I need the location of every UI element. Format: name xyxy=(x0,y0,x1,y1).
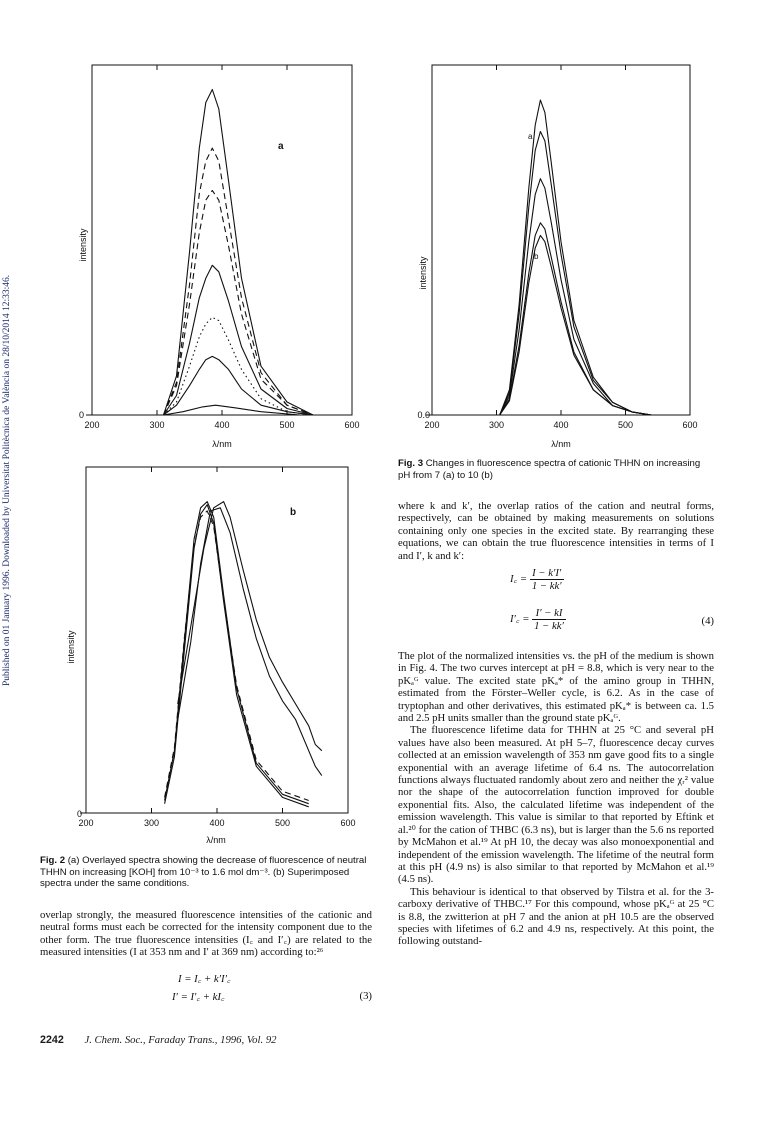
right-paragraph-3: The fluorescence lifetime data for THHN at 25 °C and several pH values have also been measured. At pH 5–7, fluorescence decay curves collected at an emission wavelength of 353 nm gave good fits to a single exponential with an average lifetime of 6.4 ns. The autocorrelation functions always fluctuated randomly about zero and neither the χᵣ² value nor the shape of the autocorrelation function improved for double exponential fits. Also, the calculated lifetime was independent of the emission wavelength. This value is similar to that reported by Eftink et al.²⁰ for the cation of THBC (6.3 ns), but is larger than the 5.6 ns reported by McMahon et al.¹⁹ At pH 10, the decay was also monoexponential and independent of the emission wavelength. The lifetime of the neutral form at this pH (4.9 ns) is also similar to that reported by McMahon et al.¹⁹ (4.5 ns). xyxy=(398,724,714,886)
fig2a-ticks xyxy=(86,65,352,415)
fig3-series-1 xyxy=(500,132,652,416)
fig2b-zero-label: 0 xyxy=(76,809,82,819)
fig2a-x-tick-label-4: 600 xyxy=(344,420,360,430)
equation-4-lhs2: I′꜀ = xyxy=(510,612,530,625)
fig3-caption-text: Changes in fluorescence spectra of cationic THHN on increasing pH from 7 (a) to 10 (b) xyxy=(398,458,701,481)
fig2b-tick-labels xyxy=(78,818,355,828)
equation-4-den2: 1 − kk′ xyxy=(534,620,564,632)
equation-4 xyxy=(398,567,714,645)
fig3-series-2 xyxy=(500,179,652,415)
page-footer xyxy=(40,1034,277,1046)
fig3-x-tick-label-4: 600 xyxy=(682,420,698,430)
equation-4-den1: 1 − kk′ xyxy=(531,580,562,592)
fig3-ylabel: intensity xyxy=(418,256,428,290)
fig2a-series-4 xyxy=(164,317,314,415)
equation-3-number: (3) xyxy=(359,990,372,1002)
fig3-ticks xyxy=(426,65,690,415)
fig2a-x-tick-label-1: 300 xyxy=(149,420,165,430)
fig2b-x-tick-label-0: 200 xyxy=(78,818,94,828)
fig2a-x-tick-label-3: 500 xyxy=(279,420,295,430)
fig3-caption xyxy=(398,458,714,481)
fig3-label-b: b xyxy=(534,252,539,261)
fig3-zero-label: 0.0 xyxy=(417,410,430,420)
fig2b-panel-label: b xyxy=(290,507,297,518)
fig3-x-tick-label-1: 300 xyxy=(488,420,505,430)
fig2a-x-tick-label-2: 400 xyxy=(214,420,230,430)
fig2a-xlabel: λ/nm xyxy=(212,439,232,449)
fig2b-x-tick-label-4: 600 xyxy=(340,818,356,828)
equation-4-num2: I′ − kI xyxy=(532,607,566,620)
fig2b-series-3 xyxy=(178,502,322,751)
fig2a-zero-label: 0 xyxy=(78,410,84,420)
fig3-series-3 xyxy=(500,223,652,415)
fig3-label-a: a xyxy=(528,132,533,141)
fig3-x-tick-label-2: 400 xyxy=(553,420,569,430)
fig2b-ylabel: intensity xyxy=(66,630,76,664)
fig2a-series-0 xyxy=(164,90,314,416)
right-column-para1 xyxy=(398,500,714,562)
fig2b-x-tick-label-3: 500 xyxy=(274,818,291,828)
right-paragraph-4: This behaviour is identical to that observed by Tilstra et al. for the 3-carboxy derivative of THBC.¹⁷ For this compound, whose pKₐᴳ at 25 °C is 8.8, the zwitterion at pH 7 and the anion at pH 10.5 are the observed species with lifetimes of 6.2 and 4.9 ns, respectively. At this point, the following outstand- xyxy=(398,885,714,948)
left-column-text xyxy=(40,909,372,959)
fig2a-tick-labels xyxy=(84,420,359,430)
equation-4-num1: I − k′I′ xyxy=(530,567,564,580)
fig2a-series-5 xyxy=(164,356,314,415)
fig3-caption-label: Fig. 3 xyxy=(398,458,424,469)
fig3-series-0 xyxy=(500,100,652,415)
right-paragraph-2: The plot of the normalized intensities vs. the pH of the medium is shown in Fig. 4. The two curves intercept at pH = 8.8, which is very near to the pKₐᴳ value. The excited state pKₐ* of the amino group in THHN, estimated from the Förster–Weller cycle, is 6.2. As in the case of tryptophan and other derivatives, this estimated pKₐ* is between ca. 1.5 and 2.5 pH units smaller than the ground state pKₐᴳ. xyxy=(398,650,714,725)
equation-3-line1: I = I꜀ + k′I′꜀ xyxy=(178,973,231,985)
right-column-para2 xyxy=(398,650,714,948)
fig2a-panel-label: a xyxy=(278,141,284,152)
fig2a-x-tick-label-0: 200 xyxy=(84,420,100,430)
fig3-series-group xyxy=(500,100,652,415)
equation-3 xyxy=(40,972,372,1008)
fig2b-frame xyxy=(86,467,348,813)
right-paragraph-1: where k and k′, the overlap ratios of the cation and neutral forms, respectively, can be obtained by making measurements on solutions containing only one species in the excited state. By rearranging these equations, we can obtain the true fluorescence intensities in terms of I and I′, k and k′: xyxy=(398,500,714,562)
fig2a-chart xyxy=(60,55,370,455)
equation-3-line2: I′ = I′꜀ + kI꜀ xyxy=(172,991,225,1003)
fig2a-series-2 xyxy=(164,190,314,415)
fig3-xlabel: λ/nm xyxy=(551,439,571,449)
fig2-caption xyxy=(40,855,372,890)
equation-4-lhs1: I꜀ = xyxy=(510,572,528,585)
fig2b-series-group xyxy=(165,502,322,807)
fig2-caption-text: (a) Overlayed spectra showing the decrease of fluorescence of neutral THHN on increasing [KOH] from 10⁻³ to 1.6 mol dm⁻³. (b) Superimposed spectra under the same conditions. xyxy=(40,855,367,889)
download-watermark: Published on 01 January 1996. Downloaded by Universitat Politècnica de València on 28/10/2014 12:33:46. xyxy=(2,274,12,686)
left-paragraph: overlap strongly, the measured fluorescence intensities of the cationic and neutral forms must each be corrected for the intensity component due to the other form. The true fluorescence intensities (I꜀ and I′꜀) are related to the measured intensities (I at 353 nm and I′ at 369 nm) according to:²⁶ xyxy=(40,909,372,959)
page-number: 2242 xyxy=(40,1034,64,1046)
fig2a-ylabel: intensity xyxy=(78,228,88,262)
fig2b-chart xyxy=(56,457,374,849)
fig3-tick-labels xyxy=(424,420,697,430)
fig2a-series-group xyxy=(164,90,314,416)
fig3-x-tick-label-3: 500 xyxy=(617,420,634,430)
fig2b-x-tick-label-1: 300 xyxy=(143,818,160,828)
equation-4-number: (4) xyxy=(701,615,714,627)
fig3-chart xyxy=(400,55,710,455)
fig2b-xlabel: λ/nm xyxy=(206,835,226,845)
fig2b-x-tick-label-2: 400 xyxy=(209,818,225,828)
fig3-x-tick-label-0: 200 xyxy=(424,420,440,430)
fig2-caption-label: Fig. 2 xyxy=(40,855,66,866)
journal-reference: J. Chem. Soc., Faraday Trans., 1996, Vol. 92 xyxy=(84,1034,277,1046)
